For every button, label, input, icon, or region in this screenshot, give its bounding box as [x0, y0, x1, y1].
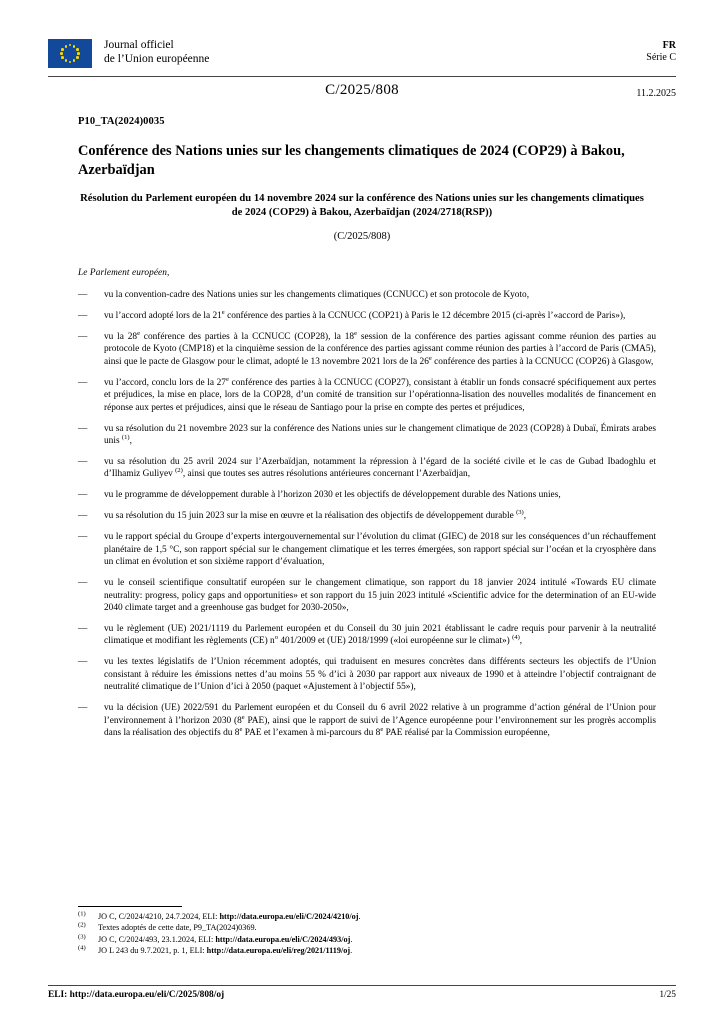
resolution-subtitle: Résolution du Parlement européen du 14 novembre 2024 sur la conférence des Nations unies sur les changements climatiques de 2024 (COP29) à Bakou, Azerbaïdjan (2024/2718(RSP)) — [80, 193, 644, 218]
citation-item — [78, 423, 656, 448]
eu-star — [76, 48, 79, 51]
citation-dash: — — [78, 290, 88, 300]
citation-item — [78, 510, 656, 522]
resolution-number: (C/2025/808) — [333, 231, 391, 242]
page-title: Conférence des Nations unies sur les changements climatiques de 2024 (COP29) à Bakou, Azerbaïdjan — [78, 143, 625, 178]
masthead — [48, 38, 676, 78]
adoption-reference: P10_TA(2024)0035 — [78, 116, 165, 127]
footnote-item — [78, 945, 548, 956]
citation-dash: — — [78, 532, 88, 543]
footnote-marker: (1) — [78, 910, 86, 918]
footer-eli-label: ELI: — [48, 990, 70, 1000]
document-date: 11.2.2025 — [636, 88, 676, 99]
footnote-text: JO C, C/2024/4210, 24.7.2024, ELI: http://data.europa.eu/eli/C/2024/4210/oj. — [98, 912, 361, 921]
footnote-link[interactable]: http://data.europa.eu/eli/C/2024/4210/oj — [219, 912, 359, 921]
eu-star — [65, 59, 68, 62]
eu-star — [61, 48, 64, 51]
citation-list — [78, 289, 656, 740]
eu-star — [73, 59, 76, 62]
citation-dash: — — [78, 578, 88, 589]
eu-star — [69, 44, 72, 47]
eu-star — [77, 52, 80, 55]
footer-divider — [48, 985, 676, 986]
citation-item — [78, 577, 656, 614]
citation-dash: — — [78, 457, 88, 468]
citation-text: vu le rapport spécial du Groupe d’experts intergouvernemental sur l’évolution du climat (GIEC) de 2018 sur les conséquences d’un réchauffement planétaire de 1,5 °C, son rapport spécial sur le changement climatique et les terres émergées, son rapport spécial sur l’océan et la cryosphère dans un climat en évolution et son sixième rapport d’évaluation, — [104, 532, 656, 568]
footnote-text: JO L 243 du 9.7.2021, p. 1, ELI: http://data.europa.eu/eli/reg/2021/1119/oj. — [98, 946, 353, 956]
footnote-marker: (2) — [78, 921, 86, 929]
eu-flag-icon — [48, 39, 92, 68]
citation-dash: — — [78, 657, 88, 668]
citation-text: vu la 28e conférence des parties à la CCNUCC (COP28), la 18e session de la conférence des parties agissant comme réunion des parties au protocole de Kyoto (CMP18) et la cinquième session de la conférence des parties agissant comme réunion des parties à l’accord de Paris (CMA5), ainsi que le pacte de Glasgow pour le climat, adopté le 13 novembre 2021 lors de la 26e conférence des parties à la CCNUCC (COP26) à Glasgow, — [104, 329, 656, 367]
citation-dash: — — [78, 511, 88, 522]
citation-text: vu la décision (UE) 2022/591 du Parlement européen et du Conseil du 6 avril 2022 relative à un programme d’action général de l’Union pour l’environnement à l’horizon 2030 (8e PAE), ainsi que le rapport de suivi de l’Agence européenne pour l’environnement sur les progrès accomplis dans la réalisation des objectifs du 8e PAE et l’examen à mi-parcours du 8e PAE réalisé par la Commission européenne, — [104, 703, 656, 739]
eu-star — [60, 52, 63, 55]
citation-item — [78, 377, 656, 414]
footer-eli-link[interactable]: http://data.europa.eu/eli/C/2025/808/oj — [69, 990, 225, 1000]
citation-text: vu sa résolution du 21 novembre 2023 sur la conférence des Nations unies sur le changement climatique de 2023 (COP28) à Dubaï, Émirats arabes unis $^{(1)}$, — [104, 423, 656, 447]
language-code: FR — [662, 40, 676, 51]
citation-dash: — — [78, 490, 88, 501]
citation-text: vu le programme de développement durable à l’horizon 2030 et les objectifs de développement durable des Nations unies, — [104, 490, 561, 501]
eu-star — [61, 56, 64, 59]
masthead-right — [646, 40, 676, 64]
citation-item — [78, 331, 656, 368]
footnote-text: JO C, C/2024/493, 23.1.2024, ELI: http://data.europa.eu/eli/C/2024/493/oj. — [98, 934, 353, 944]
citation-item — [78, 289, 656, 301]
footnote-link[interactable]: http://data.europa.eu/eli/C/2024/493/oj — [215, 934, 351, 944]
footnote-link[interactable]: http://data.europa.eu/eli/reg/2021/1119/oj — [206, 946, 351, 956]
eu-star — [76, 56, 79, 59]
citation-item — [78, 702, 656, 739]
citation-dash: — — [78, 703, 88, 714]
citation-dash: — — [78, 332, 88, 342]
citation-item — [78, 310, 656, 322]
citation-item — [78, 456, 656, 481]
footnote-marker: (3) — [78, 933, 86, 941]
journal-title-line2: de l’Union européenne — [104, 52, 210, 65]
citation-item — [78, 531, 656, 568]
body-intro: Le Parlement européen, — [78, 268, 170, 278]
citation-text: vu le conseil scientifique consultatif européen sur le changement climatique, son rapport du 18 janvier 2024 intitulé «Towards EU climate neutrality: progress, policy gaps and opportunities» et son rapport du 15 juin 2023 intitulé «Scientific advice for the determination of an EU-wide 2040 climate target and a greenhouse gas budget for 2030-2050», — [104, 578, 656, 614]
citation-dash: — — [78, 311, 88, 321]
citation-text: vu l’accord, conclu lors de la 27e conférence des parties à la CCNUCC (COP27), consistant à établir un fonds consacré spécifiquement aux pertes et préjudices, la mise en place, lors de la COP28, d’un comité de transition sur l’opérationna-lisation des nouvelles modalités de financement en réponse aux pertes et préjudices, ainsi que le réseau de Santiago pour la prise en compte des pertes et préjudices, — [104, 375, 656, 413]
footer-eli — [48, 990, 224, 1000]
page-footer — [48, 990, 676, 1000]
citation-dash: — — [78, 423, 88, 434]
document-number: C/2025/808 — [325, 82, 399, 98]
document-body — [78, 268, 656, 748]
page-number: 1/25 — [659, 990, 676, 1000]
eu-star — [65, 45, 68, 48]
journal-title-line1: Journal officiel — [104, 39, 174, 51]
citation-text: vu sa résolution du 15 juin 2023 sur la mise en œuvre et la réalisation des objectifs de développement durable $^{(3)}$, — [104, 509, 527, 522]
citation-text: vu la convention-cadre des Nations unies sur les changements climatiques (CCNUCC) et son protocole de Kyoto, — [104, 290, 530, 300]
footnote-marker: (4) — [78, 944, 86, 952]
citation-dash: — — [78, 624, 88, 635]
eu-star — [73, 45, 76, 48]
footnotes-section — [78, 906, 548, 957]
journal-title — [104, 38, 209, 66]
footnote-list — [78, 911, 548, 957]
citation-item — [78, 489, 656, 501]
footnote-item — [78, 922, 548, 933]
footnote-item — [78, 934, 548, 945]
citation-dash: — — [78, 377, 88, 388]
citation-text: vu les textes législatifs de l’Union récemment adoptés, qui traduisent en mesures concrètes dans différents secteurs les objectifs de l’Union consistant à réduire les émissions nettes d’au moins 55 % d’ici à 2030 par rapport aux niveaux de 1990 et à atteindre l’objectif contraignant de neutralité climatique de l’Union d’ici à 2050 (paquet «Ajustement à l’objectif 55»), — [104, 657, 656, 693]
eu-star — [69, 61, 72, 64]
citation-text: vu l’accord adopté lors de la 21e conférence des parties à la CCNUCC (COP21) à Paris le 12 décembre 2015 (ci-après l’«accord de Paris»), — [104, 308, 626, 321]
citation-item — [78, 623, 656, 648]
citation-item — [78, 656, 656, 693]
footnote-item — [78, 911, 548, 922]
header-divider — [48, 76, 676, 77]
masthead-left — [48, 38, 209, 68]
footnote-text: Textes adoptés de cette date, P9_TA(2024)0369. — [98, 923, 257, 933]
series-label: Série C — [646, 52, 676, 63]
footnote-divider — [78, 906, 182, 907]
citation-text: vu sa résolution du 25 avril 2024 sur l’Azerbaïdjan, notamment la répression à l’égard de la société civile et le cas de Gubad Ibadoghlu et d’Ilhamiz Guliyev $^{(2)}$, ainsi que toutes ses autres résolutions antérieures concernant l’Azerbaïdjan, — [104, 457, 656, 480]
citation-text: vu le règlement (UE) 2021/1119 du Parlement européen et du Conseil du 30 juin 2021 établissant le cadre requis pour parvenir à la neutralité climatique et modifiant les règlements (CE) $n^o$ 401/2009 et (UE) 2018/1999 («loi européenne sur le climat») $^{(4)}$, — [104, 624, 656, 647]
